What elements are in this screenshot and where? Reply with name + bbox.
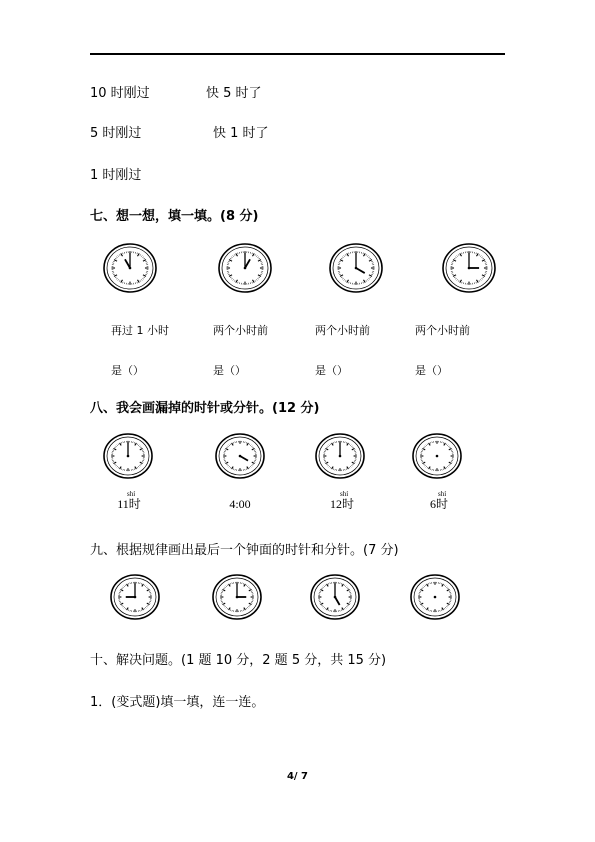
s7-answer-3[interactable]: 是（） — [315, 364, 348, 377]
s8-label-4 — [424, 491, 454, 511]
s7-clock-3 — [328, 242, 384, 294]
s7-caption-2: 两个小时前 — [213, 324, 268, 337]
clock-center — [436, 455, 439, 458]
s8-label-2 — [222, 498, 258, 511]
s7-clock-1 — [102, 242, 158, 294]
s7-answer-1[interactable]: 是（） — [111, 364, 144, 377]
section-9-title: 九、根据规律画出最后一个钟面的时针和分针。(7 分) — [90, 543, 399, 558]
clock-center — [434, 596, 437, 599]
s8-time-4: 6时 — [429, 497, 448, 511]
s7-answer-4[interactable]: 是（） — [415, 364, 448, 377]
s8-time-3: 12时 — [329, 497, 354, 511]
s7-caption-4: 两个小时前 — [415, 324, 470, 337]
line-1-right: 快 5 时了 — [206, 86, 262, 101]
s8-label-1 — [113, 491, 145, 511]
s8-clock-4[interactable] — [411, 432, 463, 480]
line-2-left: 5 时刚过 — [90, 126, 142, 141]
s8-pinyin-4: shí — [438, 490, 447, 498]
s7-clock-2 — [217, 242, 273, 294]
s8-time-2: 4:00 — [229, 497, 251, 511]
page-number: 4/ 7 — [286, 771, 309, 782]
s7-answer-2[interactable]: 是（） — [213, 364, 246, 377]
s9-clock-1 — [109, 573, 161, 621]
s8-clock-1[interactable] — [102, 432, 154, 480]
s7-caption-3: 两个小时前 — [315, 324, 370, 337]
s8-label-3 — [326, 491, 358, 511]
s9-clock-4[interactable] — [409, 573, 461, 621]
s7-caption-1: 再过 1 小时 — [111, 324, 169, 337]
s8-clock-3[interactable] — [314, 432, 366, 480]
line-1-left: 10 时刚过 — [90, 86, 150, 101]
line-3-left: 1 时刚过 — [90, 168, 142, 183]
question-1: 1．(变式题)填一填，连一连。 — [90, 695, 265, 710]
s9-clock-3 — [309, 573, 361, 621]
s9-clock-2 — [211, 573, 263, 621]
s8-pinyin-3: shí — [340, 490, 349, 498]
section-10-title: 十、解决问题。(1 题 10 分，2 题 5 分，共 15 分) — [90, 653, 387, 668]
section-8-title: 八、我会画漏掉的时针或分针。(12 分) — [90, 401, 320, 416]
section-7-title: 七、想一想，填一填。(8 分) — [90, 209, 259, 224]
s7-clock-4 — [441, 242, 497, 294]
line-2-right: 快 1 时了 — [213, 126, 269, 141]
s8-time-1: 11时 — [117, 497, 141, 511]
s8-pinyin-1: shí — [127, 490, 136, 498]
s8-clock-2[interactable] — [214, 432, 266, 480]
top-rule — [90, 53, 505, 55]
